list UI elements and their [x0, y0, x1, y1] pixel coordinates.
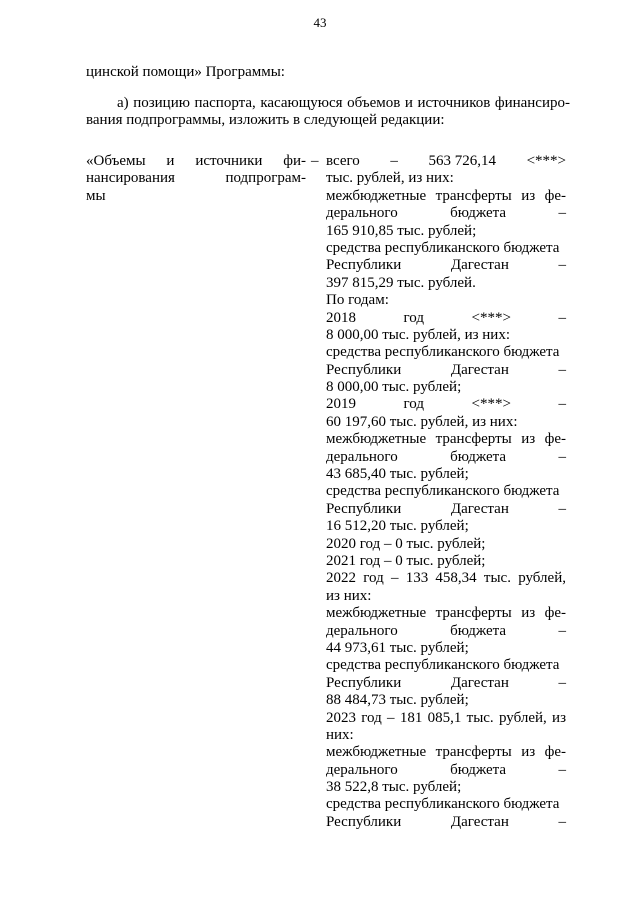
total-note: <***>	[526, 153, 566, 169]
text: 2018	[326, 309, 356, 326]
text: <***>	[471, 396, 511, 413]
year-2022-fed-amount: 44 973,61 тыс. рублей;	[326, 639, 469, 656]
year-2018-total: 8 000,00 тыс. рублей, из них:	[326, 326, 510, 343]
year-2020-line: 2020 год – 0 тыс. рублей;	[326, 535, 486, 552]
text: межбюджетные	[326, 431, 427, 448]
rep-budget-line-2	[326, 814, 566, 831]
text: фе-	[544, 744, 566, 761]
text: рублей,	[518, 570, 566, 587]
text: межбюджетные	[326, 744, 427, 761]
text: –	[387, 709, 395, 726]
fed-transfer-line-2	[326, 762, 566, 779]
rep-budget-line-1: средства республиканского бюджета	[326, 483, 560, 500]
text: –	[558, 674, 566, 691]
total-rep-amount: 397 815,29 тыс. рублей.	[326, 274, 476, 291]
year-2018-line	[326, 310, 566, 327]
text: межбюджетные	[326, 187, 427, 204]
text: 458,34	[435, 570, 477, 587]
rep-budget-line-2	[326, 675, 566, 692]
year-2018-rep-amount: 8 000,00 тыс. рублей;	[326, 379, 462, 396]
text: 2022	[326, 570, 356, 587]
total-amount: 563 726,14	[428, 153, 496, 169]
label-line-2: нансирования подпрограм-	[86, 170, 306, 187]
total-unit: тыс. рублей, из них:	[326, 170, 454, 187]
text: фе-	[544, 431, 566, 448]
text: 2019	[326, 396, 356, 413]
text: Республики	[326, 361, 402, 378]
passport-value	[326, 153, 566, 831]
year-2019-fed-amount: 43 685,40 тыс. рублей;	[326, 466, 469, 483]
text: трансферты	[435, 605, 512, 622]
item-a-paragraph	[86, 95, 570, 130]
text: Республики	[326, 257, 402, 274]
text: трансферты	[435, 744, 512, 761]
text: из	[521, 187, 536, 204]
text: Дагестан	[450, 813, 509, 830]
text: фе-	[544, 187, 566, 204]
text: Дагестан	[450, 674, 509, 691]
label-line-3: мы	[86, 187, 106, 204]
text: фе-	[544, 605, 566, 622]
text: из	[521, 431, 536, 448]
text: –	[558, 257, 566, 274]
text: межбюджетные	[326, 605, 427, 622]
text: Республики	[326, 674, 402, 691]
text: рублей,	[498, 709, 547, 726]
year-2023-fed-amount: 38 522,8 тыс. рублей;	[326, 779, 462, 796]
fed-transfer-line-2	[326, 205, 566, 222]
text: –	[558, 396, 566, 413]
text: –	[558, 813, 566, 830]
text: 2023	[326, 709, 356, 726]
text: –	[558, 309, 566, 326]
total-word: всего	[326, 153, 360, 169]
text: трансферты	[435, 187, 512, 204]
rep-budget-line-2	[326, 501, 566, 518]
text: год	[363, 570, 384, 587]
rep-budget-line-1: средства республиканского бюджета	[326, 657, 560, 674]
year-2019-total: 60 197,60 тыс. рублей, из них:	[326, 413, 518, 430]
rep-budget-line-1: средства республиканского бюджета	[326, 344, 560, 361]
item-a-line-2: вания подпрограммы, изложить в следующей редакции:	[86, 112, 445, 129]
text: бюджета	[450, 205, 507, 222]
text: год	[403, 396, 425, 413]
year-2023-line	[326, 710, 566, 727]
year-2022-rep-amount: 88 484,73 тыс. рублей;	[326, 692, 469, 709]
text: <***>	[471, 309, 511, 326]
year-2021-line: 2021 год – 0 тыс. рублей;	[326, 552, 486, 569]
text: 085,1	[427, 709, 462, 726]
text: год	[403, 309, 425, 326]
item-a-line-1: а) позицию паспорта, касающуюся объемов и источников финансиро-	[117, 95, 570, 111]
text: тыс.	[466, 709, 494, 726]
year-2023-cont: них:	[326, 726, 354, 743]
text: –	[390, 570, 399, 587]
total-dash: –	[390, 153, 398, 169]
text: из	[521, 605, 536, 622]
year-2019-rep-amount: 16 512,20 тыс. рублей;	[326, 518, 469, 535]
text: трансферты	[435, 431, 512, 448]
label-line-1: «Объемы и источники фи-	[86, 153, 306, 169]
fed-transfer-line-1	[326, 188, 566, 205]
fed-transfer-line-1	[326, 605, 566, 622]
text: дерального	[326, 622, 398, 639]
text: бюджета	[450, 622, 507, 639]
year-2019-line	[326, 396, 566, 413]
text: дерального	[326, 205, 398, 222]
page-number: 43	[313, 15, 327, 30]
label-separator-dash: –	[311, 153, 319, 169]
text: дерального	[326, 761, 398, 778]
by-years-heading: По годам:	[326, 292, 389, 309]
text: Дагестан	[450, 361, 509, 378]
text: –	[558, 205, 566, 222]
year-2022-cont: из них:	[326, 587, 372, 604]
passport-label	[86, 153, 306, 205]
rep-budget-line-1: средства республиканского бюджета	[326, 796, 560, 813]
intro-line: цинской помощи» Программы:	[86, 64, 285, 80]
text: Дагестан	[450, 500, 509, 517]
text: бюджета	[450, 448, 507, 465]
text: тыс.	[483, 570, 511, 587]
text: 133	[405, 570, 429, 587]
text: –	[558, 448, 566, 465]
text: –	[558, 500, 566, 517]
text: год	[361, 709, 382, 726]
text: бюджета	[450, 761, 507, 778]
text: Дагестан	[450, 257, 509, 274]
total-line	[326, 153, 566, 170]
text: –	[558, 761, 566, 778]
text: Республики	[326, 813, 402, 830]
text: 181	[399, 709, 423, 726]
text: Республики	[326, 500, 402, 517]
text: из	[521, 744, 536, 761]
fed-transfer-line-1	[326, 744, 566, 761]
text: –	[558, 622, 566, 639]
rep-budget-line-2	[326, 362, 566, 379]
text: из	[552, 709, 566, 726]
year-2022-line	[326, 570, 566, 587]
fed-transfer-line-2	[326, 623, 566, 640]
total-fed-amount: 165 910,85 тыс. рублей;	[326, 222, 477, 239]
rep-budget-line-2	[326, 257, 566, 274]
rep-budget-line-1: средства республиканского бюджета	[326, 239, 560, 256]
text: дерального	[326, 448, 398, 465]
fed-transfer-line-2	[326, 449, 566, 466]
text: –	[558, 361, 566, 378]
fed-transfer-line-1	[326, 431, 566, 448]
